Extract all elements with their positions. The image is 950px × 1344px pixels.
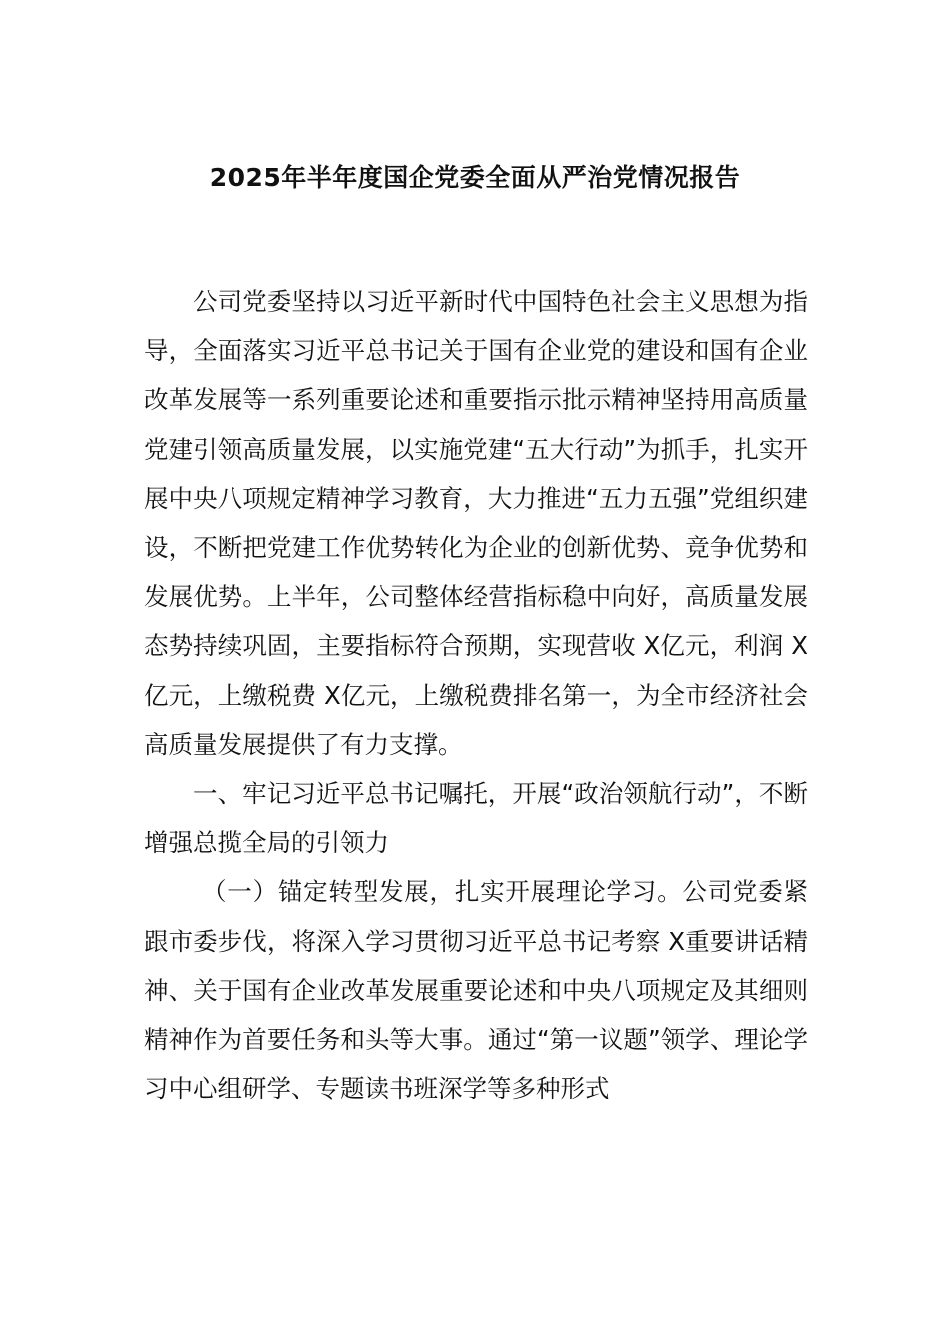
document-body — [144, 277, 808, 1113]
document-title: 2025年半年度国企党委全面从严治党情况报告 — [209, 163, 741, 192]
intro-paragraph: 公司党委坚持以习近平新时代中国特色社会主义思想为指导，全面落实习近平总书记关于国有企业党的建设和国有企业改革发展等一系列重要论述和重要指示批示精神坚持用高质量党建引领高质量发展，以实施党建“五大行动”为抓手，扎实开展中央八项规定精神学习教育，大力推进“五力五强”党组织建设，不断把党建工作优势转化为企业的创新优势、竞争优势和发展优势。上半年，公司整体经营指标稳中向好，高质量发展态势持续巩固，主要指标符合预期，实现营收 X亿元，利润 X亿元，上缴税费 X亿元，上缴税费排名第一，为全市经济社会高质量发展提供了有力支撑。 — [144, 287, 808, 759]
section-heading-1: 一、牢记习近平总书记嘱托，开展“政治领航行动”，不断增强总揽全局的引领力 — [144, 779, 808, 858]
subsection-paragraph-1: （一）锚定转型发展，扎实开展理论学习。公司党委紧跟市委步伐，将深入学习贯彻习近平总书记考察 X重要讲话精神、关于国有企业改革发展重要论述和中央八项规定及其细则精神作为首要任务和头等大事。通过“第一议题”领学、理论学习中心组研学、专题读书班深学等多种形式 — [144, 877, 808, 1104]
